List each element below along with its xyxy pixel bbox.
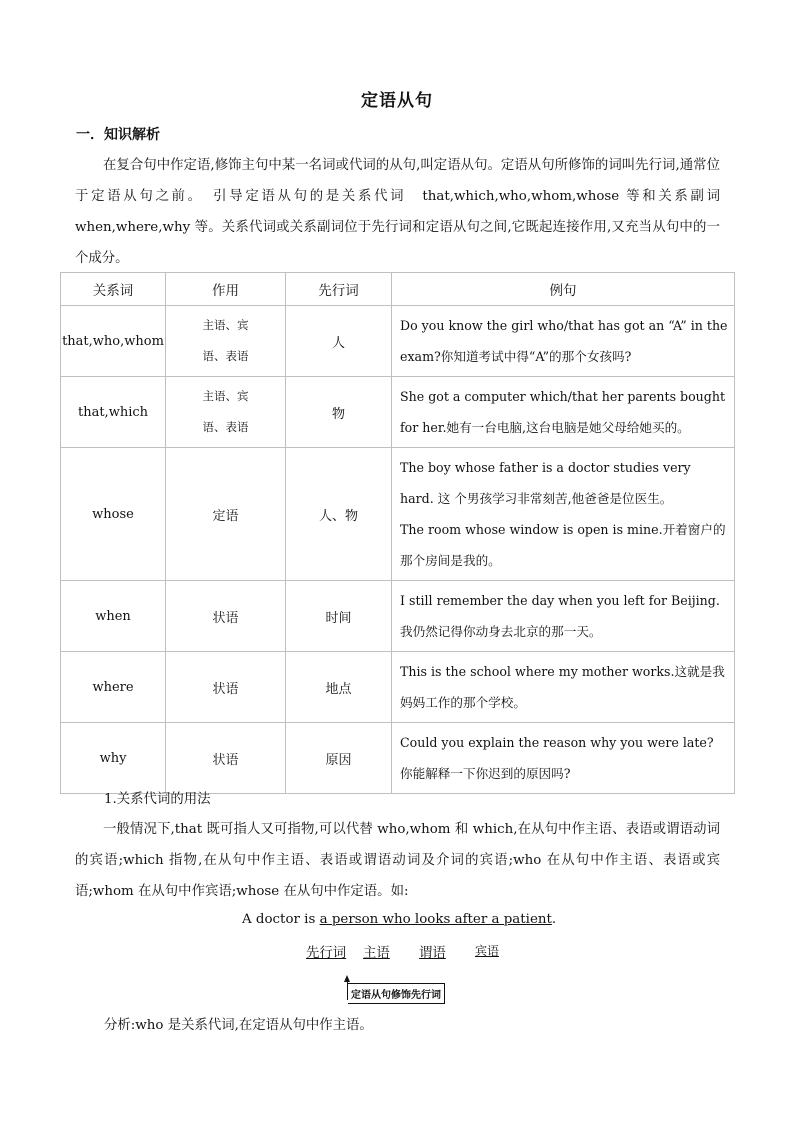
function-cell: 状语 [166, 723, 286, 794]
example-suffix: . [551, 912, 557, 927]
antecedent-cell: 物 [286, 377, 392, 448]
function-cell: 定语 [166, 448, 286, 581]
rule-paragraph [75, 814, 720, 907]
modifier-annotation [344, 975, 450, 1002]
example-cell [392, 448, 735, 581]
function-line: 主语、宾 [202, 318, 249, 332]
header-function: 作用 [166, 273, 286, 306]
analysis-text: 分析:who 是关系代词,在定语从句中作主语。 [104, 1018, 373, 1033]
function-line: 语、表语 [202, 349, 249, 363]
function-line: 语、表语 [202, 420, 249, 434]
example-sentence: Do you know the girl who/that has got an “A” in the exam?你知道考试中得“A”的那个女孩吗? [400, 318, 728, 364]
example-cell [392, 306, 735, 377]
table-row [61, 581, 735, 652]
relative-word-cell: that,which [61, 377, 166, 448]
example-cell [392, 723, 735, 794]
function-line: 主语、宾 [202, 389, 249, 403]
example-clause: a person who looks after a patient [319, 912, 552, 927]
example-sentence: She got a computer which/that her parents bought for her.她有一台电脑,这台电脑是她父母给她买的。 [400, 389, 726, 435]
intro-paragraph [75, 150, 720, 274]
function-cell [166, 377, 286, 448]
function-cell [166, 306, 286, 377]
table-header-row [61, 273, 735, 306]
example-cell [392, 652, 735, 723]
part-predicate: 谓语 [419, 946, 446, 961]
table-row [61, 723, 735, 794]
part-antecedent: 先行词 [306, 946, 347, 961]
function-cell: 状语 [166, 581, 286, 652]
example-sentence: I still remember the day when you left for Beijing. 我仍然记得你动身去北京的那一天。 [400, 593, 720, 639]
example-cell [392, 581, 735, 652]
antecedent-cell: 人 [286, 306, 392, 377]
relative-word-cell: where [61, 652, 166, 723]
antecedent-cell: 地点 [286, 652, 392, 723]
relative-word-cell: that,who,whom [61, 306, 166, 377]
section-heading: 一．知识解析 [76, 127, 160, 143]
part-object: 宾语 [475, 944, 500, 958]
table-row [61, 377, 735, 448]
example-sentence-main [242, 912, 556, 927]
relative-word-cell: whose [61, 448, 166, 581]
rule-heading: 1.关系代词的用法 [104, 792, 211, 807]
example-sentence: The room whose window is open is mine.开着窗户的那个房间是我的。 [400, 522, 726, 568]
table-row [61, 652, 735, 723]
intro-text: 在复合句中作定语,修饰主句中某一名词或代词的从句,叫定语从句。定语从句所修饰的词叫先行词,通常位于定语从句之前。 引导定语从句的是关系代词 that,which,who,whom,whose 等和关系副词 when,where,why 等。关系代词或关系副词位于先行词和定语从句之间,它既起连接作用,又充当从句中的一个成分。 [75, 158, 720, 266]
table-row [61, 448, 735, 581]
example-sentence: Could you explain the reason why you were late? 你能解释一下你迟到的原因吗? [400, 735, 714, 781]
page-title: 定语从句 [361, 91, 433, 111]
relative-word-cell: when [61, 581, 166, 652]
example-prefix: A doctor is [242, 912, 320, 927]
relative-word-cell: why [61, 723, 166, 794]
example-cell [392, 377, 735, 448]
header-relative-word: 关系词 [61, 273, 166, 306]
annotation-label: 定语从句修饰先行词 [348, 983, 445, 1004]
function-cell: 状语 [166, 652, 286, 723]
part-subject: 主语 [363, 946, 390, 961]
header-antecedent: 先行词 [286, 273, 392, 306]
antecedent-cell: 人、物 [286, 448, 392, 581]
rule-text: 一般情况下,that 既可指人又可指物,可以代替 who,whom 和 which,在从句中作主语、表语或谓语动词的宾语;which 指物,在从句中作主语、表语或谓语动词及介词的宾语;who 在从句中作主语、表语或宾语;whom 在从句中作宾语;whose 在从句中作定语。如: [75, 822, 720, 899]
example-sentence: This is the school where my mother works.这就是我妈妈工作的那个学校。 [400, 664, 725, 710]
antecedent-cell: 时间 [286, 581, 392, 652]
header-example: 例句 [392, 273, 735, 306]
relative-words-table [60, 272, 735, 794]
antecedent-cell: 原因 [286, 723, 392, 794]
example-sentence: The boy whose father is a doctor studies very hard. 这 个男孩学习非常刻苦,他爸爸是位医生。 [400, 460, 691, 506]
table-row [61, 306, 735, 377]
